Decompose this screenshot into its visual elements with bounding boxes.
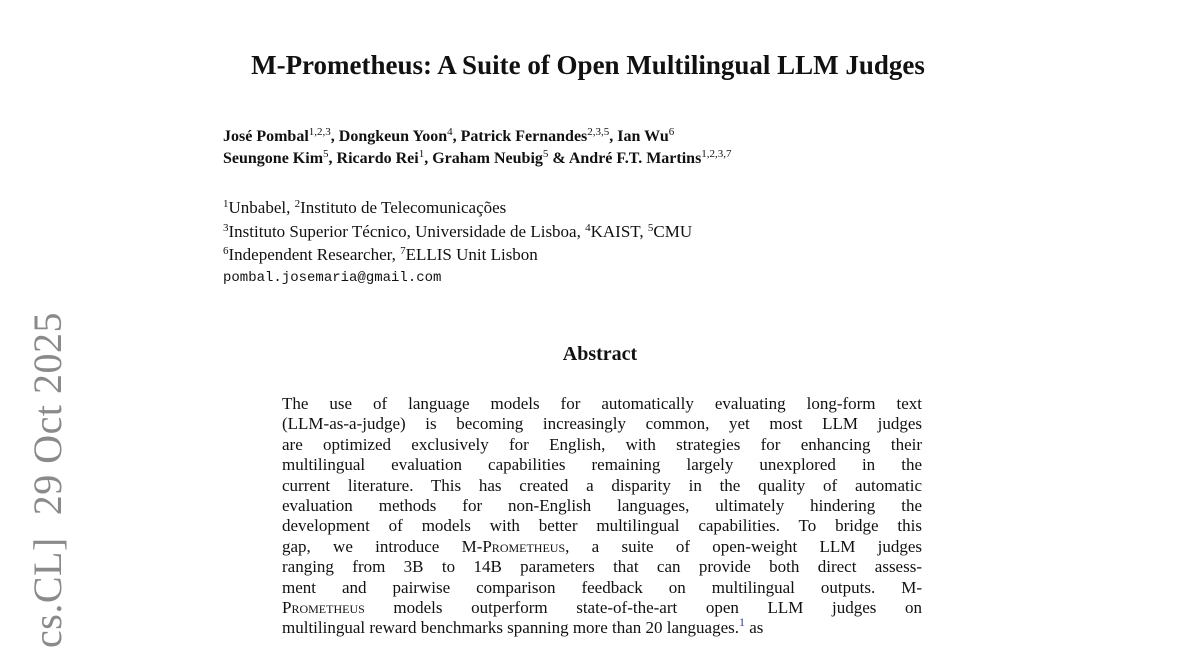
author-name: Graham Neubig <box>432 150 543 167</box>
author-name: Dongkeun Yoon <box>338 128 448 145</box>
abstract-line: current literature. This has created a disparity in the quality of automatic <box>282 475 922 495</box>
abstract-line: (LLM-as-a-judge) is becoming increasingly common, yet most LLM judges <box>282 414 922 434</box>
author-name: Seungone Kim <box>223 150 324 167</box>
abstract-text: models outperform state-of-the-art open LLM judges on <box>364 598 922 618</box>
author-affiliation-marker: 5 <box>542 148 549 160</box>
author-separator: , <box>424 150 433 167</box>
author-separator: & <box>548 150 569 167</box>
author-affiliation-marker: 1,2,3,7 <box>701 148 732 160</box>
affiliation-marker: 6 <box>223 245 229 257</box>
contact-email[interactable]: pombal.josemaria@gmail.com <box>223 269 442 286</box>
abstract-line: are optimized exclusively for English, with strategies for enhancing their <box>282 434 922 454</box>
affiliation-name: KAIST <box>590 221 640 241</box>
abstract-text: , a suite of open-weight LLM judges <box>565 536 922 556</box>
abstract-body <box>282 394 922 639</box>
paper-title: M-Prometheus: A Suite of Open Multilingual LLM Judges <box>251 50 925 80</box>
affiliation-lines <box>223 196 692 267</box>
author-separator: , <box>330 128 339 145</box>
abstract-line <box>282 598 922 618</box>
abstract-line: ranging from 3B to 14B parameters that can provide both direct assess- <box>282 557 922 577</box>
author-name: André F.T. Martins <box>568 150 702 167</box>
affiliation-marker: 5 <box>647 221 654 234</box>
affiliation-marker: 7 <box>400 245 406 257</box>
affiliation-name: Independent Researcher <box>228 245 392 264</box>
author-name: Patrick Fernandes <box>460 128 588 145</box>
abstract-line: multilingual evaluation capabilities remaining largely unexplored in the <box>282 455 922 475</box>
abstract-text: as <box>745 618 764 638</box>
affiliation-line <box>223 196 692 220</box>
abstract-line: ment and pairwise comparison feedback on multilingual outputs. M- <box>282 577 922 597</box>
abstract-text: gap, we introduce <box>282 536 462 556</box>
author-line-2 <box>223 148 732 170</box>
affiliations <box>223 196 692 290</box>
author-separator: , <box>452 128 461 145</box>
author-name: José Pombal <box>223 128 309 145</box>
author-affiliation-marker: 1 <box>418 148 425 160</box>
affiliation-line <box>223 220 692 244</box>
model-name: M-Prometheus <box>461 536 566 556</box>
affiliation-name: Unbabel <box>228 198 287 217</box>
affiliation-marker: 3 <box>223 221 229 234</box>
affiliation-separator: , <box>639 221 648 241</box>
arxiv-category: cs.CL] <box>25 537 70 648</box>
affiliation-name: Instituto de Telecomunicações <box>300 198 507 217</box>
author-separator: , <box>609 128 618 145</box>
author-affiliation-marker: 1,2,3 <box>308 126 331 138</box>
author-separator: , <box>328 150 337 167</box>
arxiv-date: 29 Oct 2025 <box>25 311 70 516</box>
author-name: Ian Wu <box>617 128 669 145</box>
affiliation-name: ELLIS Unit Lisbon <box>405 245 538 264</box>
abstract-line: evaluation methods for non-English languages, ultimately hindering the <box>282 496 922 516</box>
abstract-line <box>282 615 922 638</box>
author-affiliation-marker: 6 <box>668 126 675 138</box>
author-affiliation-marker: 2,3,5 <box>587 126 610 138</box>
abstract-text: multilingual reward benchmarks spanning more than 20 languages. <box>282 618 739 638</box>
abstract-line: The use of language models for automatically evaluating long-form text <box>282 394 922 413</box>
abstract-heading: Abstract <box>562 343 638 365</box>
affiliation-marker: 2 <box>294 198 301 210</box>
affiliation-name: Instituto Superior Técnico, Universidade de Lisboa <box>228 221 577 241</box>
affiliation-marker: 4 <box>585 221 591 234</box>
author-affiliation-marker: 5 <box>323 148 329 160</box>
author-name: Ricardo Rei <box>336 150 419 167</box>
author-line-1 <box>223 126 732 148</box>
affiliation-marker: 1 <box>223 198 229 210</box>
affiliation-line <box>223 243 692 267</box>
abstract-line: development of models with better multilingual capabilities. To bridge this <box>282 516 922 536</box>
footnote-link[interactable]: 1 <box>739 615 745 630</box>
abstract-line <box>282 537 922 557</box>
author-affiliation-marker: 4 <box>447 126 453 138</box>
author-list <box>223 126 732 170</box>
affiliation-name: CMU <box>653 221 693 241</box>
affiliation-separator: , <box>576 221 586 241</box>
model-name: Prometheus <box>282 598 365 618</box>
affiliation-separator: , <box>286 198 295 217</box>
affiliation-separator: , <box>391 245 401 264</box>
